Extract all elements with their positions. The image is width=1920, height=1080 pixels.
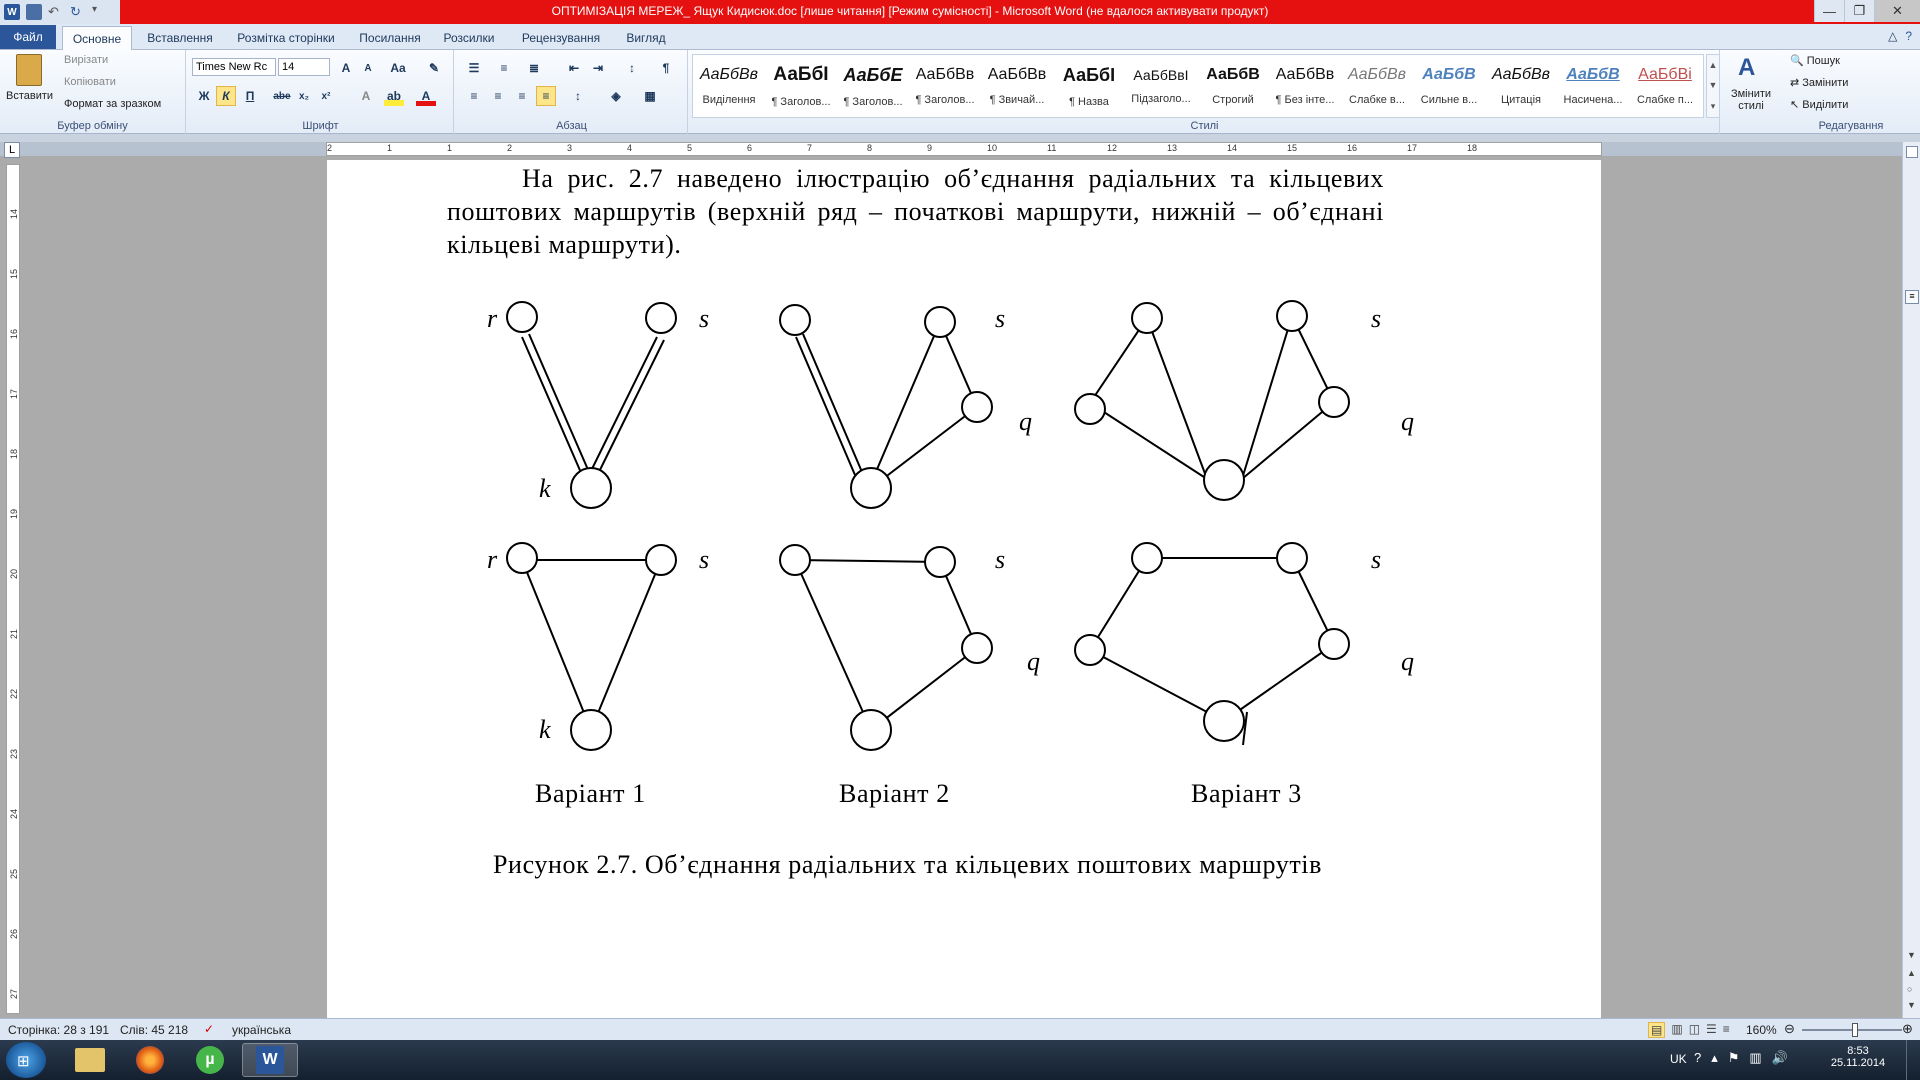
style-tile[interactable]: АаБбВв Слабке в... xyxy=(1347,66,1406,106)
font-size-input[interactable]: 14 xyxy=(278,58,330,76)
paragraph-line-1: На рис. 2.7 наведено ілюстрацію об’єднання радіальних та кільцевих xyxy=(522,164,1384,193)
ring-pentagon xyxy=(1090,558,1334,721)
variant-2-label: Варіант 2 xyxy=(839,779,950,808)
utorrent-taskbar-button[interactable] xyxy=(182,1043,238,1077)
tab-view[interactable]: Вигляд xyxy=(626,30,666,45)
node-s xyxy=(1277,543,1307,573)
edge-r-center-double xyxy=(796,334,862,475)
paste-label: Вставити xyxy=(6,90,54,102)
label-k: k xyxy=(539,474,551,503)
style-tile[interactable]: АаБбВвІ Підзаголо... xyxy=(1131,67,1191,105)
utorrent-icon: µ xyxy=(196,1046,224,1074)
label-s: s xyxy=(1371,304,1382,333)
label-s: s xyxy=(699,304,710,333)
clock[interactable] xyxy=(1830,1045,1886,1069)
scroll-thumb[interactable]: ≡ xyxy=(1905,290,1919,304)
align-center-icon[interactable]: ≡ xyxy=(494,89,502,103)
node-q xyxy=(962,633,992,663)
print-layout-icon[interactable]: ▤ xyxy=(1648,1022,1665,1038)
minimize-button[interactable]: — xyxy=(1814,0,1844,22)
replace-icon: ⇄ xyxy=(1790,77,1803,89)
node-q xyxy=(1319,387,1349,417)
style-tile[interactable]: АаБбВв ¶ Без інте... xyxy=(1275,66,1335,106)
explorer-taskbar-button[interactable] xyxy=(62,1043,118,1077)
tab-mailings[interactable]: Розсилки xyxy=(443,30,495,45)
underline-button[interactable]: П xyxy=(245,89,255,103)
network-icon[interactable]: ▥ xyxy=(1749,1050,1762,1065)
label-r: r xyxy=(487,304,498,333)
node-r xyxy=(507,302,537,332)
node-s xyxy=(925,547,955,577)
styles-up-icon[interactable]: ▲ xyxy=(1708,60,1718,71)
ribbon xyxy=(0,50,1920,134)
find-icon: 🔍 xyxy=(1790,55,1807,67)
style-tile[interactable]: АаБбВ Строгий xyxy=(1206,66,1260,106)
strikethrough-button[interactable]: abe xyxy=(273,90,291,102)
node-s xyxy=(925,307,955,337)
view-buttons xyxy=(1648,1022,1730,1038)
shrink-font-icon[interactable]: A xyxy=(364,62,372,74)
select-button[interactable]: ↖ Виділити xyxy=(1790,99,1849,111)
firefox-taskbar-button[interactable] xyxy=(122,1043,178,1077)
web-layout-icon[interactable]: ◫ xyxy=(1688,1022,1701,1036)
close-button[interactable]: ✕ xyxy=(1874,0,1920,22)
font-group-label: Шрифт xyxy=(302,120,339,132)
styles-group-label: Стилі xyxy=(1190,120,1219,132)
style-tile[interactable]: АаБбВв ¶ Заголов... xyxy=(915,66,975,106)
ruler-strip xyxy=(0,134,1920,142)
change-styles-icon: A xyxy=(1738,54,1756,81)
change-styles-button[interactable]: A Змінити стилі xyxy=(1730,54,1772,112)
replace-button[interactable]: ⇄ Замінити xyxy=(1790,77,1849,89)
window-controls xyxy=(1814,0,1920,22)
label-k: k xyxy=(539,715,551,744)
tab-file[interactable]: Файл xyxy=(0,25,56,49)
folder-icon xyxy=(75,1048,105,1072)
window-title: ОПТИМІЗАЦІЯ МЕРЕЖ_ Ящук Кидисюк.doc [лише читання] [Режим сумісності] - Microsoft Word (не вдалося активувати продукт) xyxy=(551,4,1269,18)
browse-object-icon[interactable]: ○ xyxy=(1907,984,1913,994)
font-color-icon[interactable]: A xyxy=(416,86,436,106)
tab-references[interactable]: Посилання xyxy=(359,30,421,45)
change-case-icon[interactable]: Aa xyxy=(390,61,406,75)
title-bar xyxy=(0,0,1920,24)
bold-button[interactable]: Ж xyxy=(198,89,210,103)
label-s: s xyxy=(1371,545,1382,574)
italic-button[interactable]: К xyxy=(216,86,236,106)
clipboard-group xyxy=(0,50,186,134)
document-page[interactable] xyxy=(327,160,1601,1018)
tray-expand-icon[interactable]: ▴ xyxy=(1711,1050,1718,1065)
node-center xyxy=(851,468,891,508)
node-top-left xyxy=(1132,303,1162,333)
select-icon: ↖ xyxy=(1790,99,1803,111)
node-p xyxy=(1075,635,1105,665)
label-s: s xyxy=(995,304,1006,333)
node-r xyxy=(780,305,810,335)
clear-formatting-icon[interactable]: ✎ xyxy=(428,61,440,75)
ring-left xyxy=(1090,318,1207,479)
ribbon-right-controls xyxy=(1888,29,1912,43)
figure-2-7-diagram xyxy=(327,160,1601,860)
help-tray-icon[interactable]: ? xyxy=(1694,1050,1702,1065)
editing-group-label: Редагування xyxy=(1818,120,1884,132)
tab-review[interactable]: Рецензування xyxy=(521,30,601,45)
tab-home[interactable]: Основне xyxy=(62,26,132,51)
scroll-down-icon[interactable]: ▼ xyxy=(1907,950,1916,960)
zoom-level[interactable]: 160% xyxy=(1746,1023,1777,1037)
zoom-slider-thumb[interactable] xyxy=(1852,1023,1858,1037)
variant-3-bottom xyxy=(1075,543,1349,745)
node-q xyxy=(1319,629,1349,659)
variant-2-bottom xyxy=(780,545,992,750)
quick-access-toolbar xyxy=(0,0,120,24)
language-indicator[interactable]: українська xyxy=(232,1023,291,1037)
clock-time: 8:53 xyxy=(1847,1045,1869,1057)
variant-1-top xyxy=(507,302,676,508)
node-p xyxy=(1075,394,1105,424)
node-k xyxy=(571,468,611,508)
paste-button[interactable] xyxy=(8,54,52,92)
paragraph-group-label: Абзац xyxy=(556,120,587,132)
clipboard-icon xyxy=(16,54,42,86)
label-q: q xyxy=(1027,647,1040,676)
previous-page-icon[interactable]: ▲ xyxy=(1907,968,1916,978)
find-button[interactable]: 🔍 Пошук xyxy=(1790,55,1840,67)
next-page-icon[interactable]: ▼ xyxy=(1907,1000,1916,1010)
node-s xyxy=(646,545,676,575)
borders-icon[interactable]: ▦ xyxy=(644,89,656,103)
node-r xyxy=(780,545,810,575)
style-tile[interactable]: АаБбВв Цитація xyxy=(1491,66,1550,106)
customize-qat-icon[interactable]: ▾ xyxy=(92,4,98,15)
label-s: s xyxy=(699,545,710,574)
input-language[interactable]: UK xyxy=(1670,1052,1687,1066)
styles-down-icon[interactable]: ▼ xyxy=(1708,80,1718,91)
paragraph-line-2: поштових маршрутів (верхній ряд – початкові маршрути, нижній – об’єднані xyxy=(447,197,1384,226)
style-tile[interactable]: АаБбВ Насичена... xyxy=(1563,66,1623,106)
label-q: q xyxy=(1401,407,1414,436)
system-tray xyxy=(1694,1050,1788,1066)
styles-more-icon[interactable]: ▾ xyxy=(1710,100,1716,111)
ruler-tab-selector[interactable]: L xyxy=(4,142,20,158)
text-effects-icon[interactable]: A xyxy=(361,89,371,103)
label-r: r xyxy=(487,545,498,574)
node-r xyxy=(507,543,537,573)
clipboard-group-label: Буфер обміну xyxy=(57,120,128,132)
highlight-icon[interactable]: ab xyxy=(384,86,404,106)
variant-3-top xyxy=(1075,301,1349,500)
minimize-ribbon-icon[interactable]: △ xyxy=(1888,29,1898,43)
word-app-icon[interactable]: W xyxy=(4,4,20,20)
zoom-in-icon[interactable]: ⊕ xyxy=(1902,1021,1913,1036)
grow-font-icon[interactable]: A xyxy=(341,61,351,75)
node-center xyxy=(1204,701,1244,741)
font-group xyxy=(188,50,454,134)
paragraph-group xyxy=(456,50,688,134)
variant-2-top xyxy=(780,305,992,508)
clock-date: 25.11.2014 xyxy=(1830,1057,1886,1069)
show-desktop-button[interactable] xyxy=(1906,1040,1920,1080)
paragraph-line-3: кільцеві маршрути). xyxy=(447,230,682,259)
editing-group xyxy=(1782,50,1920,134)
styles-scroll-arrows[interactable] xyxy=(1706,54,1720,118)
windows-taskbar xyxy=(0,1040,1920,1080)
node-top-left xyxy=(1132,543,1162,573)
style-tile[interactable]: АаБбЕ ¶ Заголов... xyxy=(843,64,903,108)
cut-button[interactable]: Вирізати xyxy=(64,54,109,66)
word-icon: W xyxy=(256,1046,284,1074)
firefox-icon xyxy=(136,1046,164,1074)
ribbon-tabs xyxy=(0,24,1920,50)
node-k xyxy=(571,710,611,750)
word-count[interactable]: Слів: 45 218 xyxy=(120,1023,189,1037)
vertical-scrollbar[interactable] xyxy=(1902,142,1920,1018)
label-s: s xyxy=(995,545,1006,574)
draft-icon[interactable]: ≡ xyxy=(1722,1022,1730,1036)
show-marks-icon[interactable]: ¶ xyxy=(662,61,670,75)
status-bar xyxy=(0,1018,1920,1040)
zoom-out-icon[interactable]: ⊖ xyxy=(1784,1021,1795,1036)
style-tile[interactable]: АаБбВв ¶ Звичай... xyxy=(987,66,1047,106)
font-name-input[interactable]: Times New Rc xyxy=(192,58,276,76)
ring-r-s-k xyxy=(522,560,661,730)
tab-page-layout[interactable]: Розмітка сторінки xyxy=(237,30,335,45)
ruler-right-margin xyxy=(1602,142,1902,156)
decrease-indent-icon[interactable]: ⇤ xyxy=(568,61,580,75)
full-screen-reading-icon[interactable]: ▥ xyxy=(1671,1022,1683,1036)
format-painter-button[interactable]: Формат за зразком xyxy=(64,98,162,110)
page-count[interactable]: Сторінка: 28 з 191 xyxy=(8,1023,110,1037)
proofing-icon[interactable]: ✓ xyxy=(204,1022,215,1036)
line-spacing-icon[interactable]: ↕ xyxy=(575,89,581,103)
style-tile[interactable]: АаБбІ ¶ Заголов... xyxy=(771,64,831,108)
superscript-button[interactable]: x² xyxy=(321,90,331,102)
action-center-icon[interactable]: ⚑ xyxy=(1727,1050,1740,1065)
sort-icon[interactable]: ↕ xyxy=(629,61,635,75)
word-taskbar-button[interactable] xyxy=(242,1043,298,1077)
label-q: q xyxy=(1019,407,1032,436)
style-tile[interactable]: АаБбІ ¶ Назва xyxy=(1062,64,1116,108)
node-s xyxy=(1277,301,1307,331)
start-button[interactable] xyxy=(6,1042,46,1078)
maximize-button[interactable]: ❐ xyxy=(1844,0,1874,22)
bullets-icon[interactable]: ☰ xyxy=(468,61,480,75)
outline-icon[interactable]: ☰ xyxy=(1706,1022,1717,1036)
align-left-icon[interactable]: ≡ xyxy=(470,89,478,103)
node-s xyxy=(646,303,676,333)
node-center xyxy=(851,710,891,750)
figure-caption: Рисунок 2.7. Об’єднання радіальних та кільцевих поштових маршрутів xyxy=(493,850,1322,879)
save-icon[interactable] xyxy=(26,4,42,20)
style-tile[interactable]: АаБбВ Сильне в... xyxy=(1420,66,1478,106)
windows-logo-icon: ⊞ xyxy=(17,1053,30,1070)
justify-icon[interactable]: ≡ xyxy=(536,86,556,106)
horizontal-ruler[interactable]: 2 1 1 2 3 4 5 6 7 8 9 10 11 12 13 14 15 16 17 18 xyxy=(326,142,1602,156)
variant-3-label: Варіант 3 xyxy=(1191,779,1302,808)
label-q: q xyxy=(1401,647,1414,676)
redo-icon[interactable]: ↻ xyxy=(70,4,81,19)
multilevel-list-icon[interactable]: ≣ xyxy=(528,61,540,75)
node-center xyxy=(1204,460,1244,500)
copy-button[interactable]: Копіювати xyxy=(64,76,116,88)
undo-icon[interactable]: ↶ xyxy=(48,4,59,19)
ruler-left-margin xyxy=(0,142,326,156)
tab-insert[interactable]: Вставлення xyxy=(147,30,213,45)
vertical-ruler[interactable]: 14 15 16 17 18 19 20 21 22 23 24 25 26 27 xyxy=(6,164,20,1014)
style-tile[interactable]: АаБбВв Виділення xyxy=(699,66,758,106)
volume-icon[interactable]: 🔊 xyxy=(1771,1050,1788,1065)
align-right-icon[interactable]: ≡ xyxy=(518,89,526,103)
styles-gallery xyxy=(692,54,1704,118)
variant-1-label: Варіант 1 xyxy=(535,779,646,808)
increase-indent-icon[interactable]: ⇥ xyxy=(592,61,604,75)
style-tile[interactable]: АаБбВі Слабке п... xyxy=(1636,66,1693,106)
subscript-button[interactable]: x₂ xyxy=(298,90,309,102)
help-icon[interactable]: ? xyxy=(1905,29,1912,43)
edge-r-k-double xyxy=(522,334,589,475)
variant-1-bottom xyxy=(507,543,676,750)
node-q xyxy=(962,392,992,422)
edge-s-k-double xyxy=(589,337,664,478)
view-ruler-icon[interactable] xyxy=(1906,146,1918,158)
shading-icon[interactable]: ◈ xyxy=(611,89,621,103)
numbering-icon[interactable]: ≡ xyxy=(500,61,508,75)
ring-r-s-q-center xyxy=(795,560,977,730)
